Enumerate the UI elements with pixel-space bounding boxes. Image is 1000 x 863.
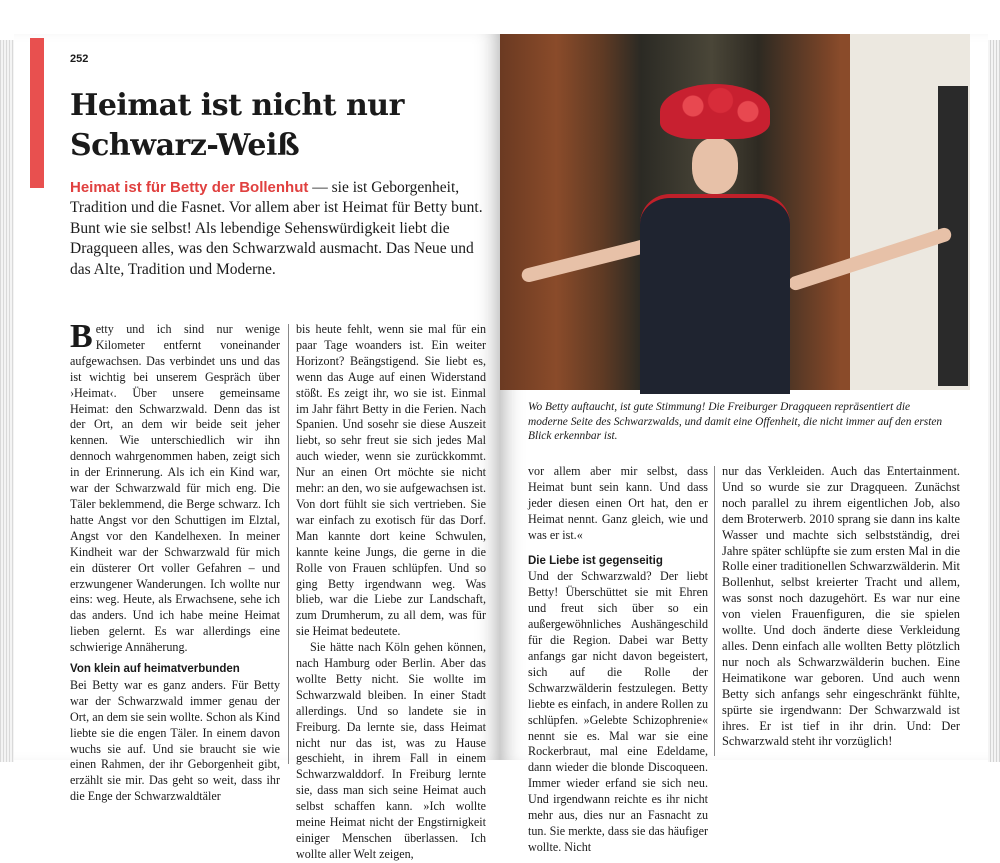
intro-lead: Heimat ist für Betty der Bollenhut	[70, 179, 309, 196]
accent-bar	[30, 38, 44, 188]
left-column-1	[70, 318, 280, 805]
intro-text: — sie ist Geborgenheit, Tradition und die Fasnet. Vor allem aber ist Heimat für Betty bunt. Bunt wie sie selbst! Als lebendige Sehenswürdigkeit liebt die Dragqueen alles, was den Schwarzwald ausmacht. Das Neue und das Alte, Tradition und Moderne.	[70, 179, 483, 278]
right-column-2	[722, 464, 960, 750]
body-paragraph: bis heute fehlt, wenn sie mal für ein paar Tage woanders ist. Ein weiter Horizont? Beängstigend. Sie liebt es, wenn das Auge auf einen Widerstand stößt. Es zeigt ihr, wo sie ist. Einmal im Jahr fährt Betty in die Ferien. Nach Spanien. Und sosehr sie diese Auszeit liebt, so sehr freut sie sich jedes Mal auch wieder, wenn sie zurückkommt. Nur an einen Ort möchte sie nicht mehr: an den, wo sie aufgewachsen ist. Von dort fühlt sie sich vertrieben. Sie war einfach zu exotisch für das Dorf. Man kannte dort keine Schwulen, kannte keine Jungs, die gerne in die Rolle von Frauen schlüpfen. Und so ging Betty irgendwann weg. Was blieb, war die Liebe zur Landschaft, zum Drumherum, zu all dem, was für sie Heimat bedeutete.	[296, 322, 486, 639]
photo-face	[692, 138, 738, 194]
intro-paragraph	[70, 178, 490, 280]
right-column-1	[528, 464, 708, 856]
headline: Heimat ist nicht nur Schwarz-Weiß	[70, 88, 404, 163]
body-paragraph: vor allem aber mir selbst, dass Heimat bunt sein kann. Und dass jeder diesen einen Ort hat, den er Heimat nennt. Ganz gleich, wie und was er ist.«	[528, 464, 708, 542]
photo-caption: Wo Betty auftaucht, ist gute Stimmung! Die Freiburger Dragqueen repräsentiert die moderne Seite des Schwarzwalds, und damit eine Offenheit, die nicht immer auf den ersten Blick erkennbar ist.	[528, 401, 943, 443]
photo-dragqueen-bollenhut	[500, 34, 970, 390]
subheading: Von klein auf heimatverbunden	[70, 663, 240, 676]
page-edges-right	[988, 40, 1000, 762]
left-column-2	[296, 322, 486, 863]
body-paragraph: Bei Betty war es ganz anders. Für Betty war der Schwarzwald immer genau der Ort, an dem sie sein wollte. Schon als Kind liebte sie die engen Täler. In einem davon wuchs sie auf. Und sie braucht sie wie einen Rahmen, der ihr Geborgenheit gibt, erzählt sie mir. Das geht so weit, dass ihr die Enge der Schwarzwaldtäler	[70, 677, 280, 804]
subheading: Die Liebe ist gegenseitig	[528, 554, 663, 567]
column-divider	[714, 466, 715, 756]
body-paragraph: nur das Verkleiden. Auch das Entertainment. Und so wurde sie zur Dragqueen. Zunächst noch parallel zu ihrem eigentlichen Job, also dem Broterwerb. 2010 sprang sie dann ins kalte Wasser und machte sich selbstständig, drei Jahre später schlüpfte sie zum ersten Mal in die Rolle einer traditionellen Schwarzwälderin. Mit Bollenhut, selbst kreierter Tracht und allem, was sonst noch dazugehört. Es war nur eine von vielen Frauenfiguren, die sie spielen wollte. Und doch änderte diese Verkleidung alles. Denn einfach alle wollten Betty plötzlich nur noch als Schwarzwälderin buchen. Eine Heimatikone war geboren. Und auch wenn Betty sich anfangs sehr eingeschränkt fühlte, spürte sie irgendwann: Der Schwarzwald ist ihres. Er ist tief in ihr drin. Und: Der Schwarzwald steht ihr vorzüglich!	[722, 464, 960, 749]
photo-dress	[640, 194, 790, 394]
photo-arm-left	[520, 238, 650, 283]
page-number: 252	[70, 53, 89, 65]
body-paragraph: Sie hätte nach Köln gehen können, nach Hamburg oder Berlin. Aber das wollte Betty nicht. Sie wollte im Schwarzwald bleiben. In einer Stadt allerdings. Und so landete sie in Freiburg. Da lernte sie, dass Heimat nicht nur das ist, was zu Hause geschieht, in ihrem Fall in einem Schwarzwalddorf. In Freiburg lernte sie, dass man sich seine Heimat auch selbst schaffen kann. »Ich wollte meine Heimat nicht der Engstirnigkeit einiger Menschen überlassen. Ich wollte aller Welt zeigen,	[296, 640, 486, 861]
right-page	[500, 34, 988, 854]
photo-bollenhut	[660, 84, 770, 139]
page-edges-left	[0, 40, 14, 762]
body-paragraph: Und der Schwarzwald? Der liebt Betty! Überschüttet sie mit Ehren und freut sich über so ein außergewöhnliches Aushängeschild für die Region. Dabei war Betty anfangs gar nicht davon begeistert, sich auf die Rolle der Schwarzwälderin festzulegen. Betty liebte es einfach, in andere Rollen zu schlüpfen. »Gelebte Schizophrenie« nennt sie es. Mal war sie eine Rockerbraut, mal eine Edeldame, dann wieder die blonde Discoqueen. Immer wieder erfand sie sich neu. Und irgendwann reichte es ihr nicht mehr aus, dies nur an Fasnacht zu tun. Sie merkte, dass sie das häufiger wollte. Nicht	[528, 569, 708, 854]
drop-cap: B	[70, 318, 93, 355]
body-paragraph: Betty und ich sind nur wenige Kilometer entfernt voneinander aufgewachsen. Das verbindet uns und das ist wichtig bei unserem Gespräch über ›Heimat‹. Über unsere gemeinsame Heimat: den Schwarzwald. Denn das ist der Ort, an dem wir beide seit jeher kennen. Wie unterschiedlich wir ihn dennoch wahrgenommen haben, zeigt sich in der Erinnerung. Als ich ein Kind war, war der Schwarzwald für mich eng. Die Täler beklemmend, die Berge schwarz. Ich hatte Angst vor den Schuttigen im Elztal, Angst vor den Kandelhexen. In meiner Kindheit war der Schwarzwald für mich ein düsterer Ort voller Gefahren – und erzwungener Wanderungen. Ich wollte nur eins: weg. Heute, als Erwachsene, sehe ich das anders. Und ich habe meine Heimat lieben gelernt. Es war allerdings eine schwierige Annäherung.	[70, 318, 280, 655]
column-divider	[288, 324, 289, 764]
left-page	[14, 34, 500, 861]
